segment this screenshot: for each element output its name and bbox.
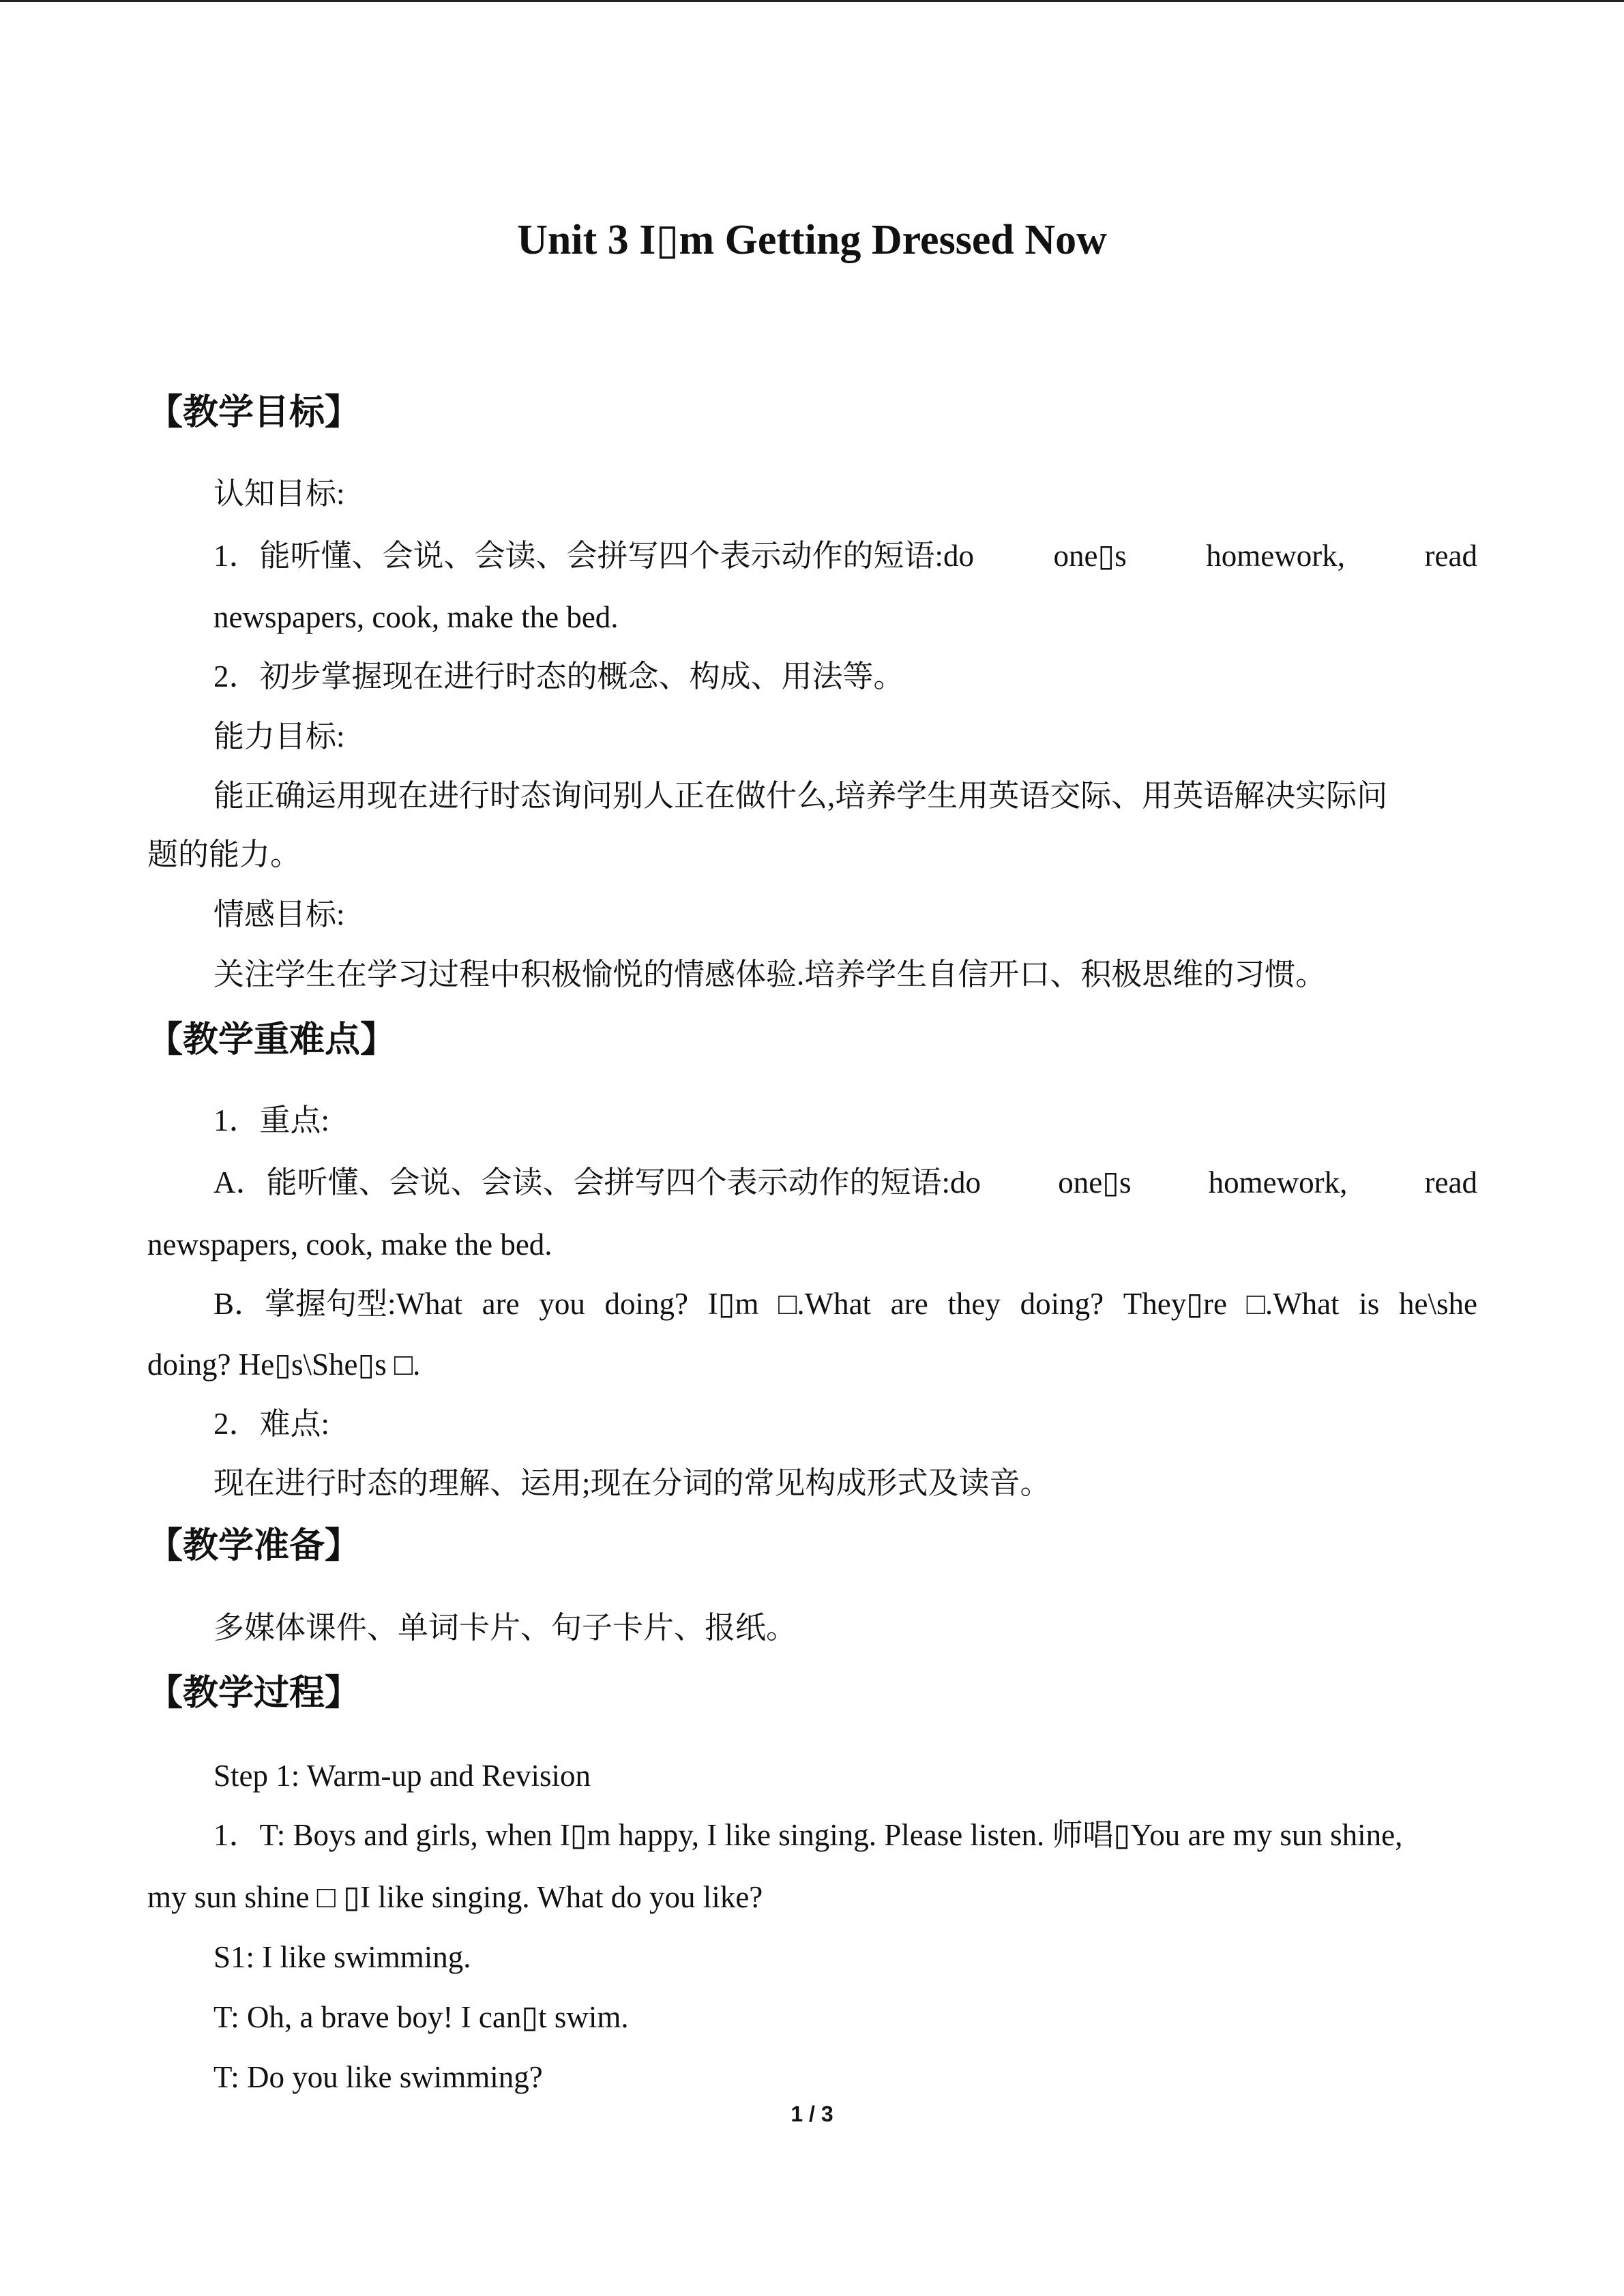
key-point-b-word: B．掌握句型:What bbox=[213, 1287, 462, 1321]
difficult-point-text: 现在进行时态的理解、运用;现在分词的常见构成形式及读音。 bbox=[213, 1466, 1051, 1500]
objective-item-1-continued: newspapers, cook, make the bed. bbox=[213, 600, 619, 634]
step-1-title: Step 1: Warm-up and Revision bbox=[213, 1759, 591, 1793]
difficult-point-label: 2．难点: bbox=[213, 1407, 330, 1441]
key-point-b-word: you bbox=[539, 1287, 585, 1321]
key-point-a-word: one▯s bbox=[1058, 1165, 1132, 1199]
preparation-text: 多媒体课件、单词卡片、句子卡片、报纸。 bbox=[213, 1611, 797, 1645]
key-point-b-word: is bbox=[1359, 1287, 1380, 1321]
process-paragraph-1: 1．T: Boys and girls, when I▯m happy, I like singing. Please listen. 师唱▯You are my sun shine, bbox=[213, 1818, 1403, 1852]
objective-item-2: 2．初步掌握现在进行时态的概念、构成、用法等。 bbox=[213, 659, 904, 694]
heading-key-difficult-points: 【教学重难点】 bbox=[147, 1019, 396, 1060]
key-point-b-word: □.What bbox=[778, 1287, 872, 1321]
key-point-a-word: read bbox=[1424, 1165, 1477, 1199]
objective-item-1-word: one▯s bbox=[1053, 539, 1127, 573]
key-point-a bbox=[213, 1162, 1477, 1203]
objective-item-1-text: 1．能听懂、会说、会读、会拼写四个表示动作的短语:do bbox=[213, 539, 975, 573]
process-paragraph-1-continued: my sun shine □ ▯I like singing. What do you like? bbox=[147, 1880, 763, 1914]
dialogue-line: T: Do you like swimming? bbox=[213, 2060, 543, 2094]
key-point-a-word: homework, bbox=[1208, 1165, 1348, 1199]
ability-objective-text: 能正确运用现在进行时态询问别人正在做什么,培养学生用英语交际、用英语解决实际问 bbox=[213, 779, 1388, 813]
key-point-b-word: □.What bbox=[1246, 1287, 1340, 1321]
objective-item-1-word: homework, bbox=[1206, 539, 1346, 573]
emotion-objective-text: 关注学生在学习过程中积极愉悦的情感体验.培养学生自信开口、积极思维的习惯。 bbox=[213, 957, 1327, 992]
key-point-b-word: are bbox=[482, 1287, 520, 1321]
heading-teaching-objectives: 【教学目标】 bbox=[147, 392, 361, 433]
key-point-b-continued: doing? He▯s\She▯s □. bbox=[147, 1347, 421, 1382]
ability-objective-label: 能力目标: bbox=[213, 719, 345, 754]
key-point-a-continued: newspapers, cook, make the bed. bbox=[147, 1227, 552, 1262]
objective-item-1 bbox=[213, 535, 1477, 576]
key-point-a-text: A．能听懂、会说、会读、会拼写四个表示动作的短语:do bbox=[213, 1165, 981, 1199]
key-point-b-word: doing? bbox=[1020, 1287, 1104, 1321]
heading-teaching-process: 【教学过程】 bbox=[147, 1673, 361, 1714]
key-point-b-word: doing? bbox=[604, 1287, 688, 1321]
ability-objective-text-continued: 题的能力。 bbox=[147, 837, 301, 871]
dialogue-line: S1: I like swimming. bbox=[213, 1940, 471, 1974]
key-point-b-word: are bbox=[890, 1287, 928, 1321]
objective-item-1-word: read bbox=[1424, 539, 1477, 573]
key-point-b bbox=[213, 1283, 1477, 1324]
key-point-b-word: they bbox=[947, 1287, 1001, 1321]
key-point-b-word: I▯m bbox=[707, 1287, 759, 1321]
cognitive-objective-label: 认知目标: bbox=[213, 477, 345, 511]
key-point-b-word: he\she bbox=[1398, 1287, 1477, 1321]
document-title: Unit 3 I▯m Getting Dressed Now bbox=[517, 217, 1107, 263]
heading-teaching-preparation: 【教学准备】 bbox=[147, 1525, 361, 1566]
key-point-b-word: They▯re bbox=[1123, 1287, 1227, 1321]
emotion-objective-label: 情感目标: bbox=[213, 897, 345, 931]
dialogue-line: T: Oh, a brave boy! I can▯t swim. bbox=[213, 2000, 629, 2034]
key-point-label: 1．重点: bbox=[213, 1103, 330, 1137]
page-number: 1 / 3 bbox=[791, 2102, 833, 2126]
